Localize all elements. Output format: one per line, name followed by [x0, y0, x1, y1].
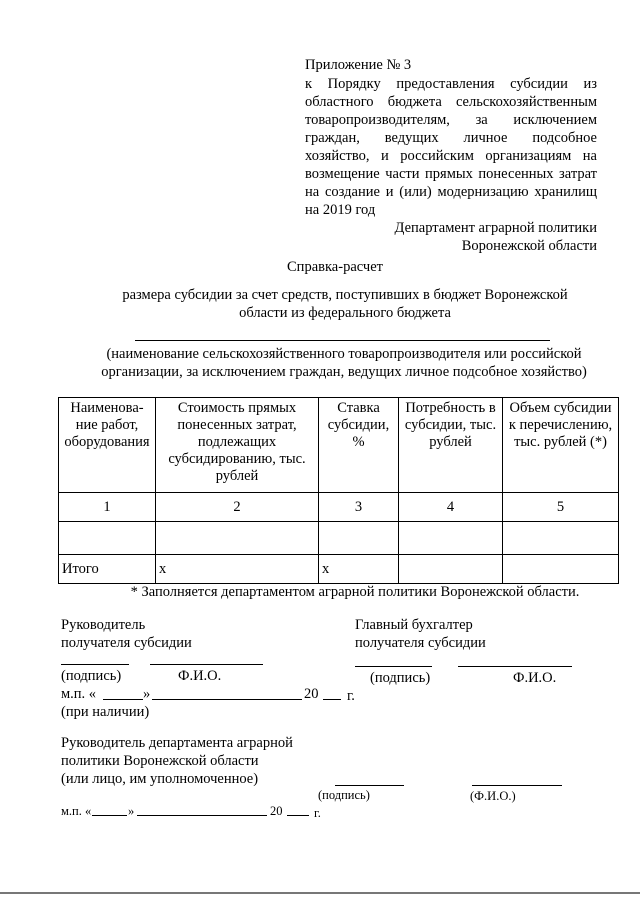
recipient-head-title	[61, 616, 192, 652]
header-need: Потребность в субсидии, тыс. рублей	[399, 398, 503, 493]
table-cell[interactable]	[503, 522, 619, 555]
table-header-row	[59, 398, 619, 493]
recipient-name-line[interactable]	[150, 664, 263, 665]
dept-year-line[interactable]	[287, 815, 309, 816]
accountant-name-line[interactable]	[458, 666, 572, 667]
total-cost-cell: x	[156, 555, 319, 584]
dept-head-line-1: Руководитель департамента аграрной	[61, 735, 293, 751]
calculation-table	[58, 397, 619, 584]
dept-head-title	[61, 734, 293, 788]
dept-stamp-close: »	[128, 804, 135, 818]
total-rate-cell: x	[319, 555, 399, 584]
dept-head-line-2: политики Воронежской области	[61, 753, 259, 769]
document-title: Справка-расчет	[287, 259, 383, 275]
department-block	[297, 219, 597, 255]
recipient-year-prefix: 20	[304, 686, 319, 702]
col-number: 3	[319, 493, 399, 522]
header-works: Наименова-ние работ, оборудования	[59, 398, 156, 493]
table-cell[interactable]	[399, 522, 503, 555]
table-row	[59, 522, 619, 555]
dept-stamp-open: м.п. «	[61, 804, 92, 818]
annex-title: Приложение № 3	[305, 57, 412, 73]
department-line-1: Департамент аграрной политики	[394, 220, 597, 236]
annex-text: к Порядку предоставления субсидии из областного бюджета сельскохозяйственным товаропроизводителям, за исключением граждан, ведущих личное подсобное хозяйство, и российским организациям на возмещение части прямых понесенных затрат на создание и (или) модернизацию хранилищ на 2019 год	[305, 76, 597, 218]
col-number: 1	[59, 493, 156, 522]
header-amount: Объем субсидии к перечислению, тыс. рублей (*)	[503, 398, 619, 493]
recipient-day-line[interactable]	[103, 699, 143, 700]
dept-year-suffix: г.	[314, 806, 321, 820]
dept-year-prefix: 20	[270, 804, 283, 818]
recipient-month-line[interactable]	[152, 699, 302, 700]
chief-accountant-title	[355, 616, 486, 652]
recipient-year-line[interactable]	[323, 699, 341, 700]
col-number: 4	[399, 493, 503, 522]
total-need-cell[interactable]	[399, 555, 503, 584]
dept-head-sign-caption: (подпись)	[318, 788, 370, 802]
dept-head-name-line[interactable]	[472, 785, 562, 786]
chief-accountant-line-1: Главный бухгалтер	[355, 617, 473, 633]
recipient-head-line-1: Руководитель	[61, 617, 146, 633]
recipient-stamp-note: (при наличии)	[61, 704, 150, 720]
chief-accountant-line-2: получателя субсидии	[355, 635, 486, 651]
footnote: * Заполняется департаментом аграрной политики Воронежской области.	[130, 584, 580, 600]
total-amount-cell[interactable]	[503, 555, 619, 584]
header-rate: Ставка субсидии, %	[319, 398, 399, 493]
accountant-name-caption: Ф.И.О.	[513, 670, 557, 686]
total-label: Итого	[59, 555, 156, 584]
document-subtitle: размера субсидии за счет средств, поступивших в бюджет Воронежской области из федерального бюджета	[122, 287, 568, 321]
col-number: 5	[503, 493, 619, 522]
dept-head-name-caption: (Ф.И.О.)	[470, 789, 516, 803]
dept-head-line-3: (или лицо, им уполномоченное)	[61, 771, 259, 787]
table-cell[interactable]	[319, 522, 399, 555]
table-total-row	[59, 555, 619, 584]
department-line-2: Воронежской области	[461, 238, 597, 254]
page-edge-divider	[0, 892, 640, 894]
recipient-year-suffix: г.	[347, 688, 355, 704]
producer-name-line	[135, 340, 550, 341]
table-cell[interactable]	[156, 522, 319, 555]
recipient-name-caption: Ф.И.О.	[178, 668, 222, 684]
table-number-row	[59, 493, 619, 522]
recipient-sign-caption: (подпись)	[61, 668, 122, 684]
table-cell[interactable]	[59, 522, 156, 555]
recipient-stamp-open: м.п. «	[61, 686, 97, 702]
recipient-signature-line[interactable]	[61, 664, 129, 665]
accountant-signature-line[interactable]	[355, 666, 432, 667]
col-number: 2	[156, 493, 319, 522]
producer-name-caption: (наименование сельскохозяйственного товаропроизводителя или российской организации, за исключением граждан, ведущих личное подсобное хозяйство)	[101, 346, 587, 380]
accountant-sign-caption: (подпись)	[370, 670, 431, 686]
header-cost: Стоимость прямых понесенных затрат, подлежащих субсидированию, тыс. рублей	[156, 398, 319, 493]
dept-month-line[interactable]	[137, 815, 267, 816]
dept-day-line[interactable]	[92, 815, 127, 816]
recipient-head-line-2: получателя субсидии	[61, 635, 192, 651]
recipient-stamp-close: »	[143, 686, 151, 702]
